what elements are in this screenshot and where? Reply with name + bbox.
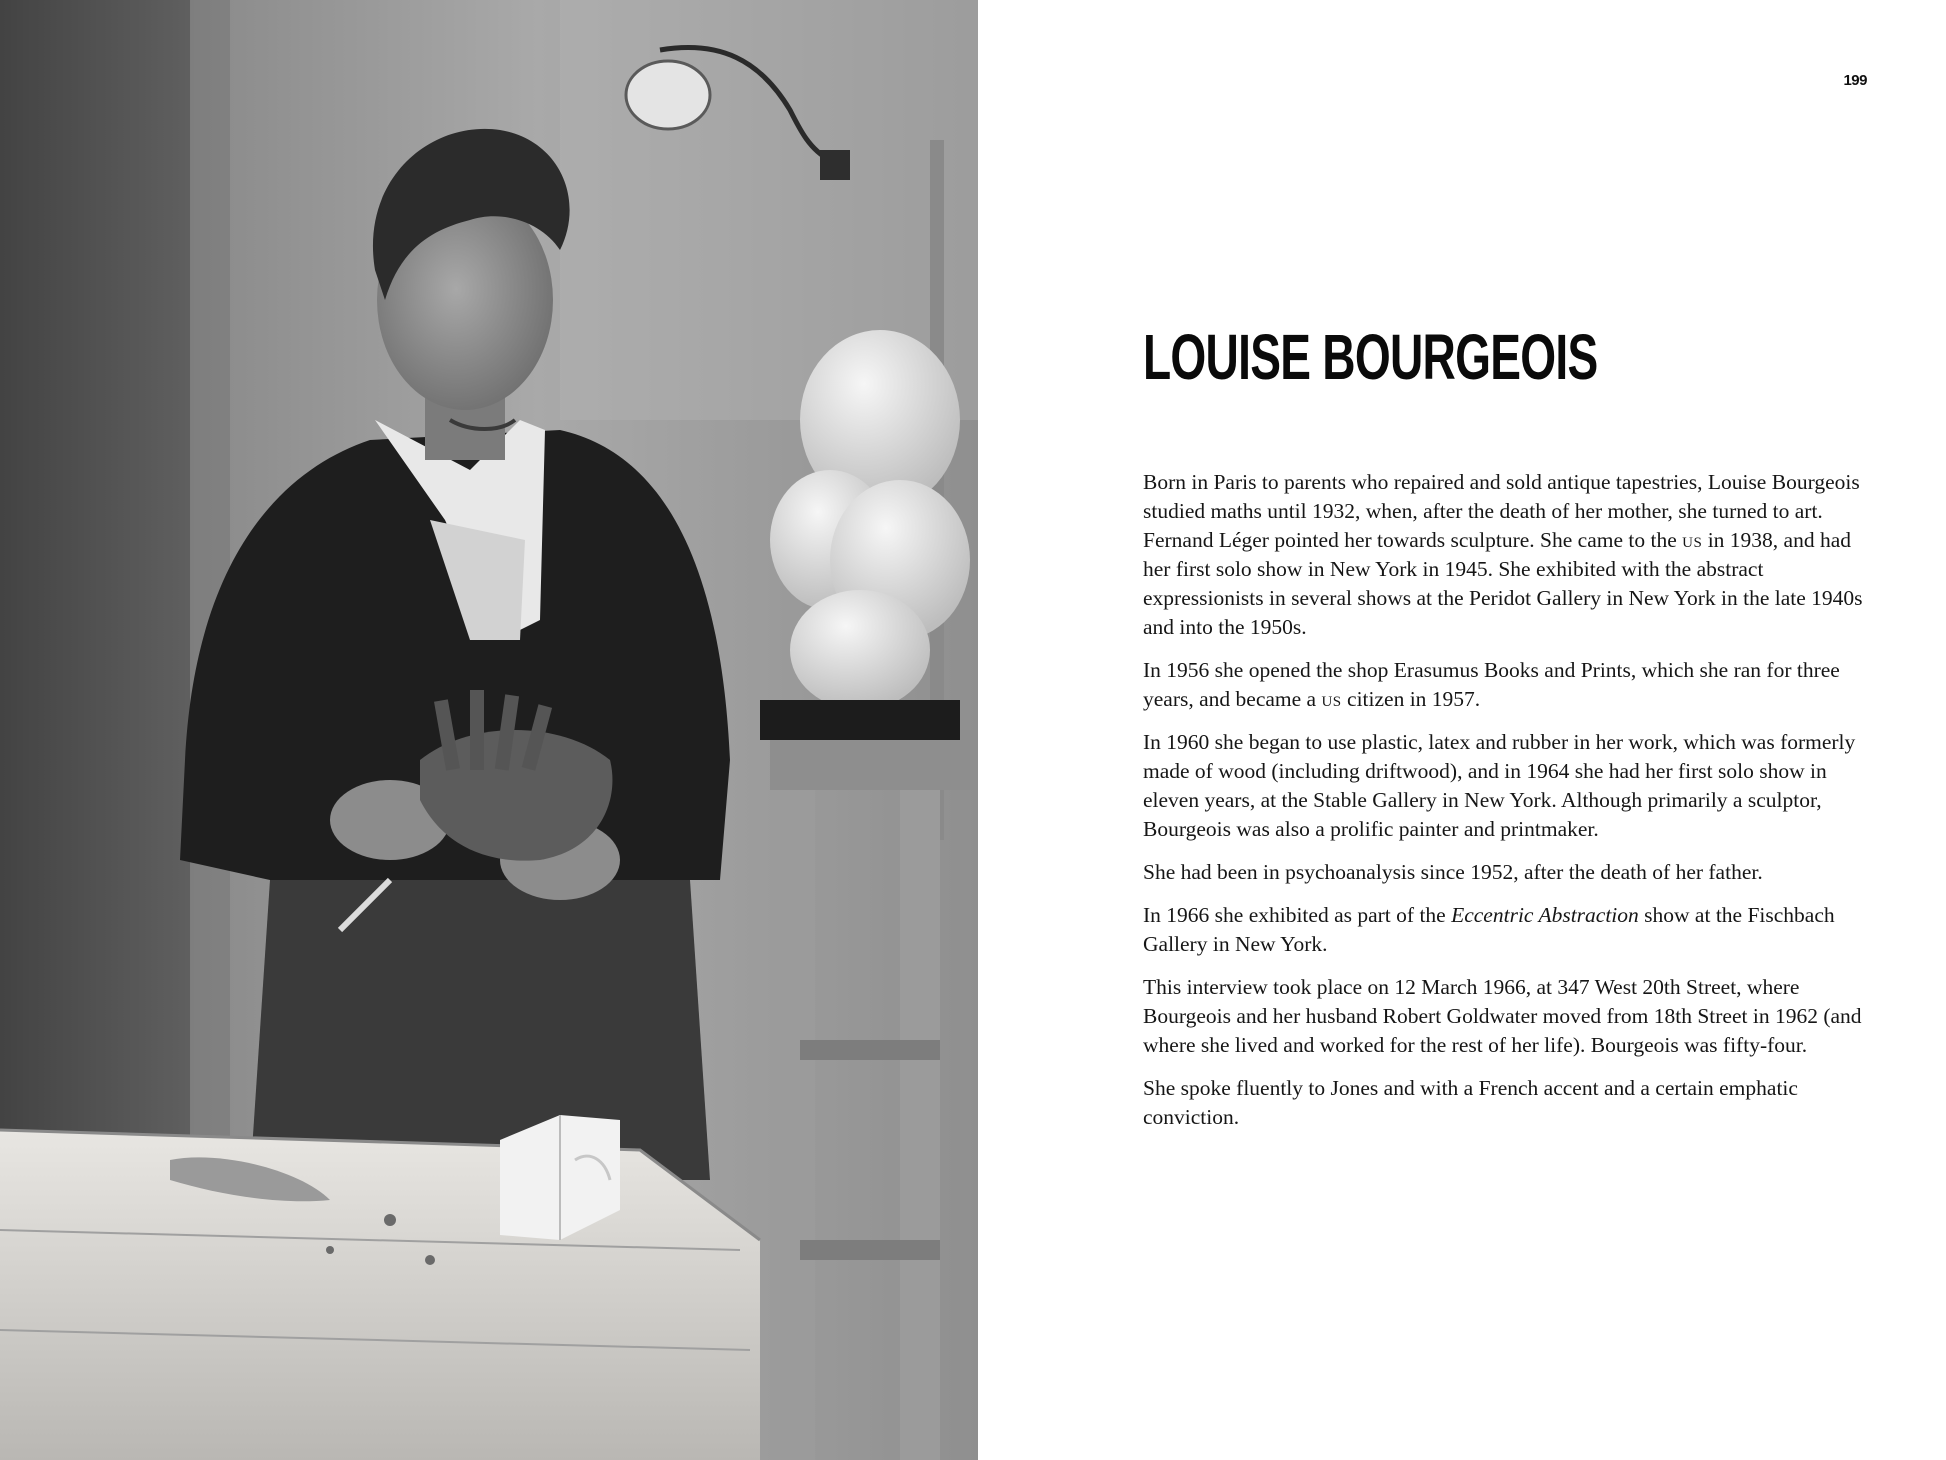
paragraph-2: In 1956 she opened the shop Erasumus Books and Prints, which she ran for three years, and became a us citizen in 1957. (1143, 658, 1840, 711)
biography-text (1143, 468, 1863, 1146)
paragraph-7: She spoke fluently to Jones and with a French accent and a certain emphatic conviction. (1143, 1076, 1798, 1129)
page-number: 199 (1843, 72, 1867, 89)
paragraph-3: In 1960 she began to use plastic, latex and rubber in her work, which was formerly made of wood (including driftwood), and in 1964 she had her first solo show in eleven years, at the Stable Gallery in New York. Although primarily a sculptor, Bourgeois was also a prolific painter and printmaker. (1143, 730, 1856, 841)
page-title: LOUISE BOURGEOIS (1143, 321, 1598, 393)
paragraph-5: In 1966 she exhibited as part of the Eccentric Abstraction show at the Fischbach Gallery in New York. (1143, 903, 1835, 956)
paragraph-4: She had been in psychoanalysis since 1952, after the death of her father. (1143, 860, 1763, 884)
text-page (978, 0, 1946, 1460)
paragraph-1: Born in Paris to parents who repaired and sold antique tapestries, Louise Bourgeois studied maths until 1932, when, after the death of her mother, she turned to art. Fernand Léger pointed her towards sculpture. She came to the us in 1938, and had her first solo show in New York in 1945. She exhibited with the abstract expressionists in several shows at the Peridot Gallery in New York in the late 1940s and into the 1950s. (1143, 470, 1863, 639)
paragraph-6: This interview took place on 12 March 1966, at 347 West 20th Street, where Bourgeois and her husband Robert Goldwater moved from 18th Street in 1962 (and where she lived and worked for the rest of her life). Bourgeois was fifty-four. (1143, 975, 1862, 1057)
